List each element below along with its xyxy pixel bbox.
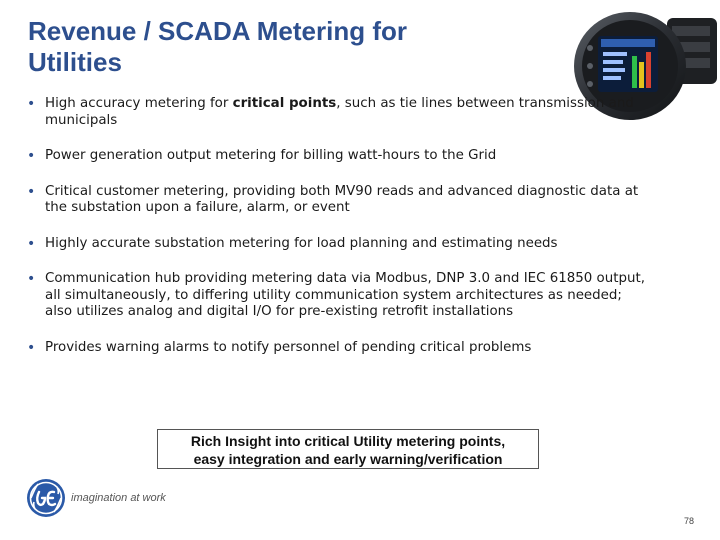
ge-logo-icon [26, 478, 66, 518]
bullet-dot: • [27, 183, 36, 200]
bullet-item-3: • Critical customer metering, providing both MV90 reads and advanced diagnostic data at the substation upon a failure, alarm, or event [27, 183, 639, 215]
bullet-list [27, 96, 647, 356]
callout-line-2: easy integration and early warning/verification [193, 451, 503, 467]
bullet-emphasis: critical points [232, 96, 337, 111]
bullet-item-6: • Provides warning alarms to notify personnel of pending critical problems [27, 339, 532, 356]
bullet-dot: • [27, 271, 36, 287]
bullet-item-2: • Power generation output metering for billing watt-hours to the Grid [27, 148, 497, 164]
brand-tagline: imagination at work [71, 492, 166, 504]
callout-box [157, 429, 539, 469]
bullet-dot: • [27, 235, 36, 252]
slide-title [28, 16, 548, 78]
bullet-item-5: • Communication hub providing metering data via Modbus, DNP 3.0 and IEC 61850 output, all simultaneously, to differing utility communication system architectures as needed; also utilizes analog and digital I/O for pre-existing retrofit installations [27, 271, 645, 319]
bullet-dot: • [27, 96, 36, 112]
bullet-dot: • [27, 339, 36, 356]
bullet-item-1: • High accuracy metering for critical points, such as tie lines between transmission and municipals [27, 96, 634, 128]
title-line-1: Revenue / SCADA Metering for [28, 16, 407, 46]
page-number: 78 [683, 516, 694, 526]
title-line-2: Utilities [28, 47, 122, 77]
bullet-item-4: • Highly accurate substation metering for load planning and estimating needs [27, 235, 558, 252]
bullet-dot: • [27, 148, 36, 164]
callout-line-1: Rich Insight into critical Utility metering points, [190, 433, 506, 449]
